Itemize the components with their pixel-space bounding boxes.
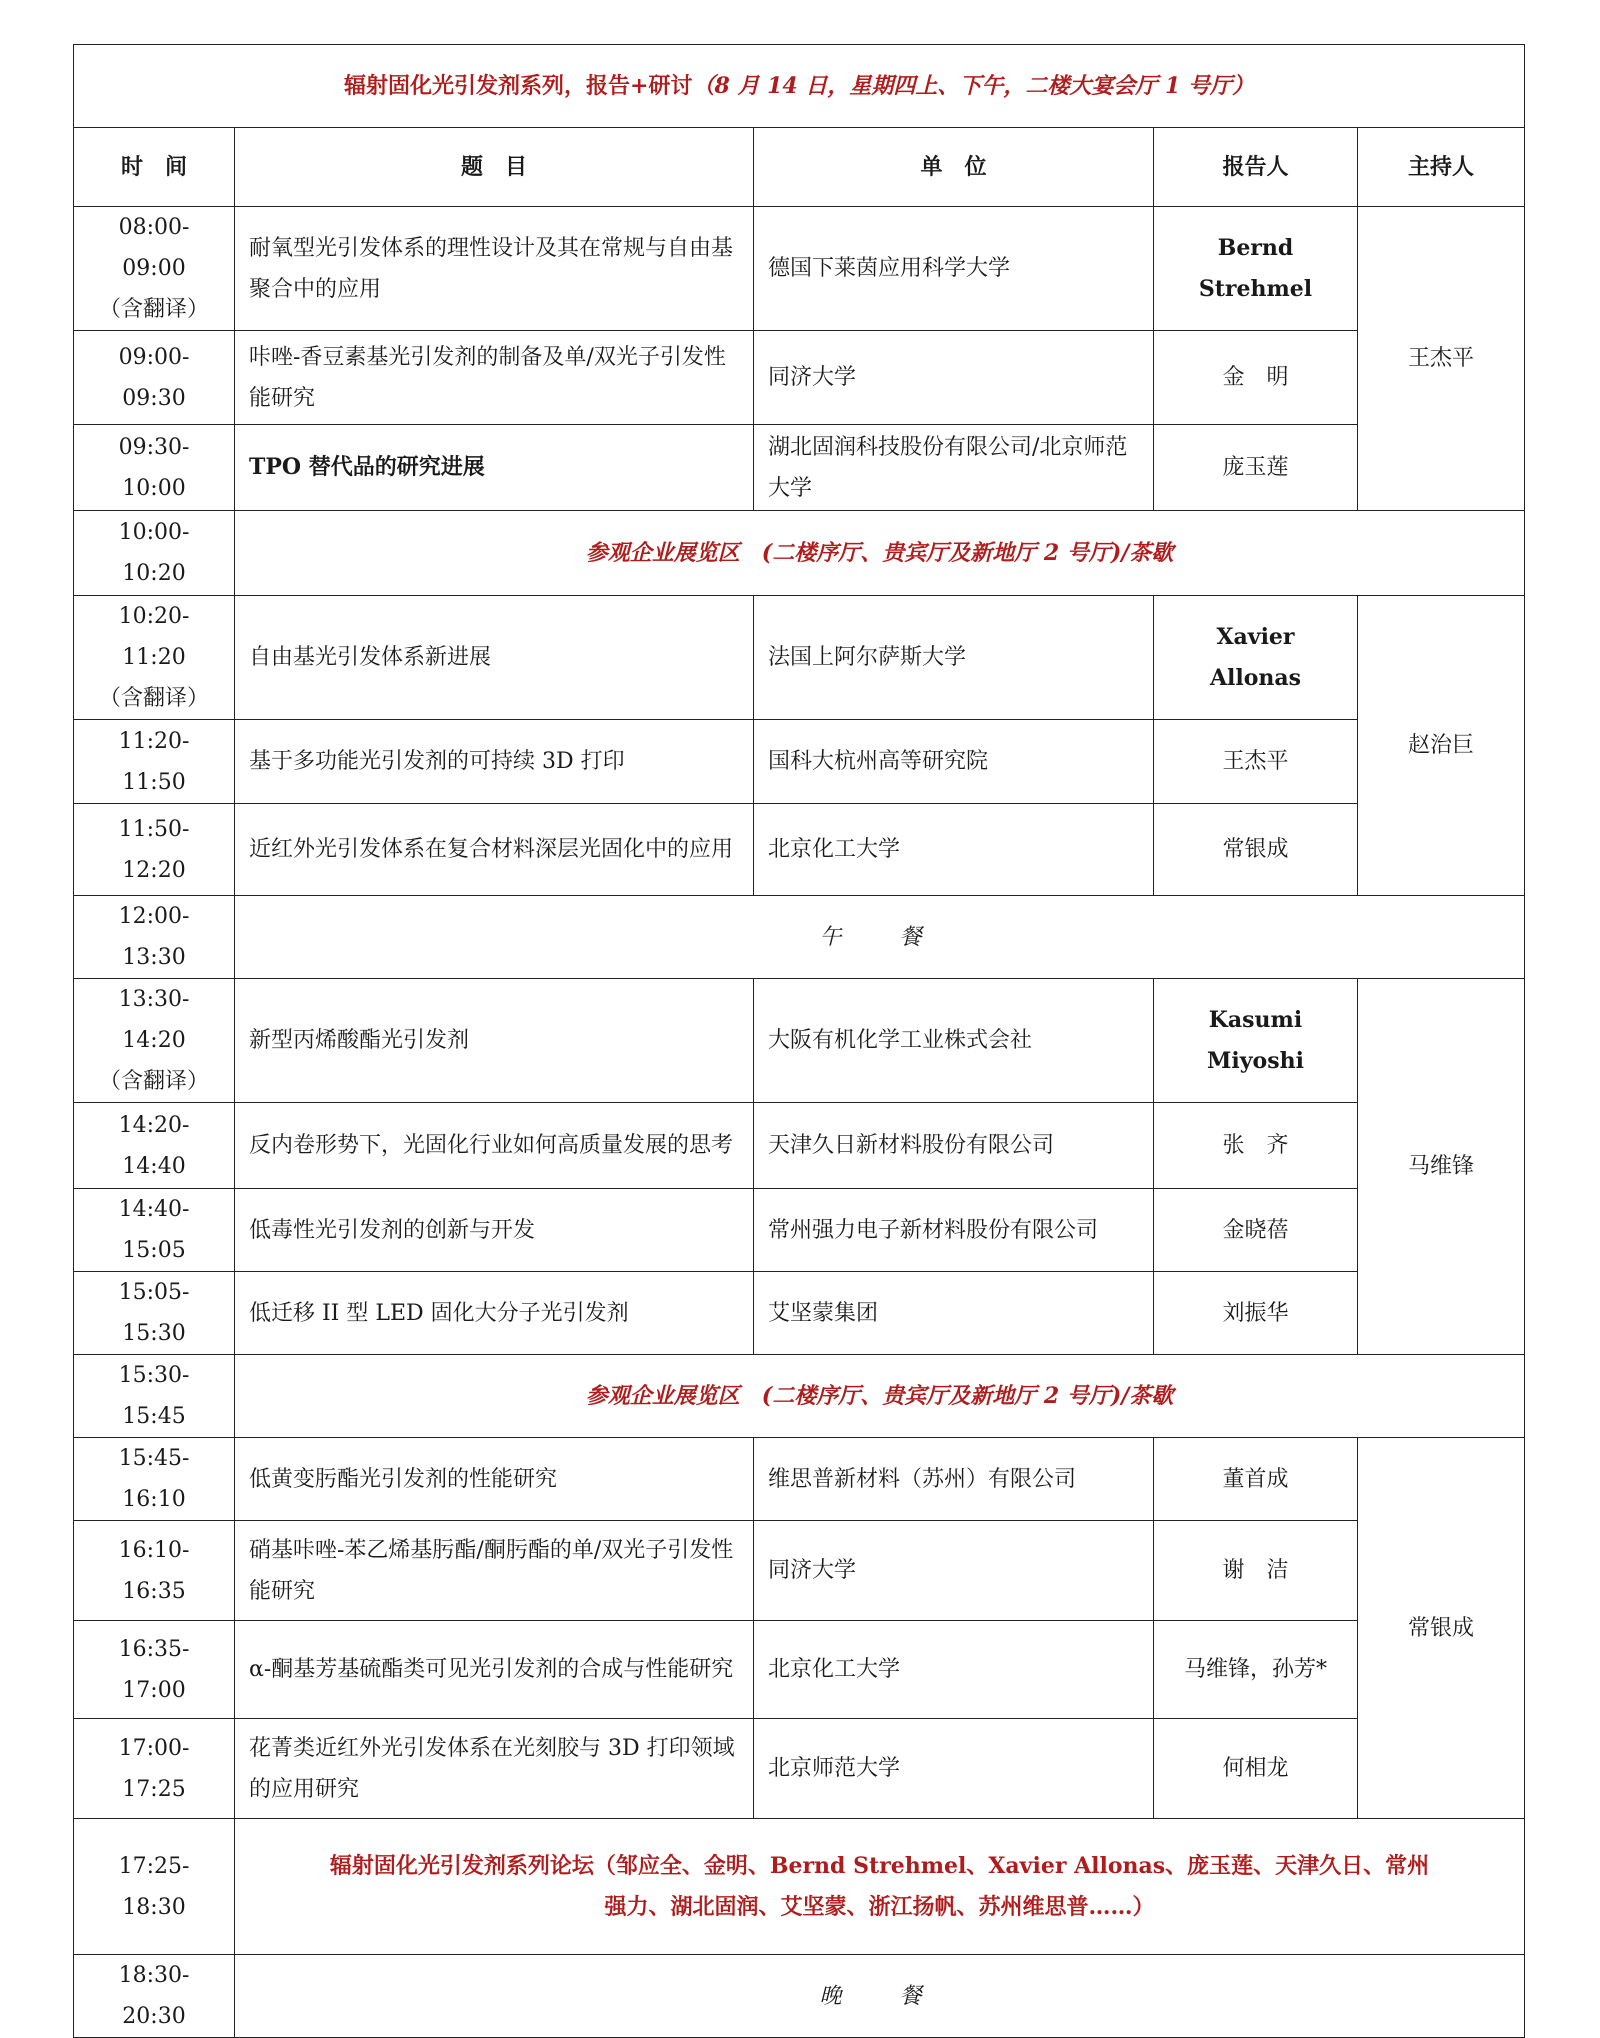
- topic-cell: 自由基光引发体系新进展: [235, 596, 754, 720]
- time-cell: 13:30-14:20 （含翻译）: [74, 979, 235, 1103]
- table-row: [74, 1521, 1525, 1621]
- table-row: [74, 1438, 1525, 1521]
- header-topic: 题 目: [235, 128, 754, 207]
- break-row: [74, 511, 1525, 596]
- speaker-cell: 庞玉莲: [1154, 425, 1358, 511]
- break-cell: 参观企业展览区 (二楼序厅、贵宾厅及新地厅 2 号厅)/茶歇: [235, 511, 1525, 596]
- break-cell: 参观企业展览区 (二楼序厅、贵宾厅及新地厅 2 号厅)/茶歇: [235, 1355, 1525, 1438]
- meal-row: [74, 896, 1525, 979]
- speaker-cell: 金 明: [1154, 331, 1358, 425]
- time-cell: 16:35-17:00: [74, 1621, 235, 1719]
- topic-cell: 花菁类近红外光引发体系在光刻胶与 3D 打印领域的应用研究: [235, 1719, 754, 1819]
- unit-cell: 北京化工大学: [754, 1621, 1154, 1719]
- topic-cell: 反内卷形势下，光固化行业如何高质量发展的思考: [235, 1103, 754, 1189]
- meal-cell: 午 餐: [235, 896, 1525, 979]
- unit-cell: 北京化工大学: [754, 804, 1154, 896]
- unit-cell: 艾坚蒙集团: [754, 1272, 1154, 1355]
- time-cell: 17:25-18:30: [74, 1819, 235, 1955]
- schedule-title: [74, 45, 1525, 128]
- time-cell: 09:00-09:30: [74, 331, 235, 425]
- topic-cell: 近红外光引发体系在复合材料深层光固化中的应用: [235, 804, 754, 896]
- host-cell: 马维锋: [1358, 979, 1525, 1355]
- time-cell: 12:00-13:30: [74, 896, 235, 979]
- speaker-cell: 金晓蓓: [1154, 1189, 1358, 1272]
- table-row: [74, 331, 1525, 425]
- unit-cell: 天津久日新材料股份有限公司: [754, 1103, 1154, 1189]
- speaker-cell: 王杰平: [1154, 720, 1358, 804]
- topic-cell: [235, 425, 754, 511]
- table-row: [74, 207, 1525, 331]
- table-row: [74, 979, 1525, 1103]
- title-detail: （8 月 14 日，星期四上、下午，二楼大宴会厅 1 号厅）: [692, 72, 1255, 99]
- time-cell: 14:40-15:05: [74, 1189, 235, 1272]
- time-cell: 10:00-10:20: [74, 511, 235, 596]
- time-cell: 18:30-20:30: [74, 1955, 235, 2038]
- topic-cell: 新型丙烯酸酯光引发剂: [235, 979, 754, 1103]
- header-time: 时 间: [74, 128, 235, 207]
- time-cell: 15:05-15:30: [74, 1272, 235, 1355]
- speaker-cell: Bernd Strehmel: [1154, 207, 1358, 331]
- header-unit: 单 位: [754, 128, 1154, 207]
- unit-cell: 北京师范大学: [754, 1719, 1154, 1819]
- unit-cell: 常州强力电子新材料股份有限公司: [754, 1189, 1154, 1272]
- schedule-table: [73, 44, 1525, 2038]
- time-cell: 08:00-09:00 （含翻译）: [74, 207, 235, 331]
- speaker-cell: 常银成: [1154, 804, 1358, 896]
- unit-cell: 法国上阿尔萨斯大学: [754, 596, 1154, 720]
- table-row: [74, 1103, 1525, 1189]
- time-cell: 16:10-16:35: [74, 1521, 235, 1621]
- unit-cell: 大阪有机化学工业株式会社: [754, 979, 1154, 1103]
- table-row: [74, 1719, 1525, 1819]
- time-cell: 17:00-17:25: [74, 1719, 235, 1819]
- speaker-cell: Kasumi Miyoshi: [1154, 979, 1358, 1103]
- table-row: [74, 596, 1525, 720]
- speaker-cell: 何相龙: [1154, 1719, 1358, 1819]
- forum-row: [74, 1819, 1525, 1955]
- table-row: [74, 720, 1525, 804]
- time-cell: 10:20-11:20 （含翻译）: [74, 596, 235, 720]
- meal-cell: 晚 餐: [235, 1955, 1525, 2038]
- topic-cell: 硝基咔唑-苯乙烯基肟酯/酮肟酯的单/双光子引发性能研究: [235, 1521, 754, 1621]
- speaker-cell: 张 齐: [1154, 1103, 1358, 1189]
- unit-cell: 同济大学: [754, 331, 1154, 425]
- topic-cell: 咔唑-香豆素基光引发剂的制备及单/双光子引发性能研究: [235, 331, 754, 425]
- speaker-cell: 刘振华: [1154, 1272, 1358, 1355]
- time-cell: 15:45-16:10: [74, 1438, 235, 1521]
- topic-cell: 耐氧型光引发体系的理性设计及其在常规与自由基聚合中的应用: [235, 207, 754, 331]
- topic-cell: 基于多功能光引发剂的可持续 3D 打印: [235, 720, 754, 804]
- table-row: [74, 425, 1525, 511]
- table-row: [74, 804, 1525, 896]
- title-main: 辐射固化光引发剂系列，报告+研讨: [344, 72, 693, 99]
- unit-cell: 德国下莱茵应用科学大学: [754, 207, 1154, 331]
- topic-cell: 低迁移 II 型 LED 固化大分子光引发剂: [235, 1272, 754, 1355]
- forum-cell: 辐射固化光引发剂系列论坛（邹应全、金明、Bernd Strehmel、Xavier Allonas、庞玉莲、天津久日、常州强力、湖北固润、艾坚蒙、浙江扬帆、苏州维思普……）: [235, 1819, 1525, 1955]
- topic-cell: 低黄变肟酯光引发剂的性能研究: [235, 1438, 754, 1521]
- header-row: [74, 128, 1525, 207]
- unit-cell: 湖北固润科技股份有限公司/北京师范大学: [754, 425, 1154, 511]
- host-cell: 常银成: [1358, 1438, 1525, 1819]
- meal-row: [74, 1955, 1525, 2038]
- table-row: [74, 1272, 1525, 1355]
- time-cell: 11:20-11:50: [74, 720, 235, 804]
- unit-cell: 维思普新材料（苏州）有限公司: [754, 1438, 1154, 1521]
- speaker-cell: 马维锋，孙芳*: [1154, 1621, 1358, 1719]
- table-row: [74, 1189, 1525, 1272]
- topic-cell: α-酮基芳基硫酯类可见光引发剂的合成与性能研究: [235, 1621, 754, 1719]
- time-cell: 11:50-12:20: [74, 804, 235, 896]
- host-cell: 赵治巨: [1358, 596, 1525, 896]
- speaker-cell: 谢 洁: [1154, 1521, 1358, 1621]
- header-speaker: 报告人: [1154, 128, 1358, 207]
- time-cell: 15:30-15:45: [74, 1355, 235, 1438]
- topic-tpo: TPO 替代品的研究进展: [249, 454, 485, 480]
- title-row: [74, 45, 1525, 128]
- unit-cell: 同济大学: [754, 1521, 1154, 1621]
- unit-cell: 国科大杭州高等研究院: [754, 720, 1154, 804]
- host-cell: 王杰平: [1358, 207, 1525, 511]
- table-row: [74, 1621, 1525, 1719]
- break-row: [74, 1355, 1525, 1438]
- time-cell: 09:30-10:00: [74, 425, 235, 511]
- topic-cell: 低毒性光引发剂的创新与开发: [235, 1189, 754, 1272]
- speaker-cell: 董首成: [1154, 1438, 1358, 1521]
- speaker-cell: Xavier Allonas: [1154, 596, 1358, 720]
- time-cell: 14:20-14:40: [74, 1103, 235, 1189]
- header-host: 主持人: [1358, 128, 1525, 207]
